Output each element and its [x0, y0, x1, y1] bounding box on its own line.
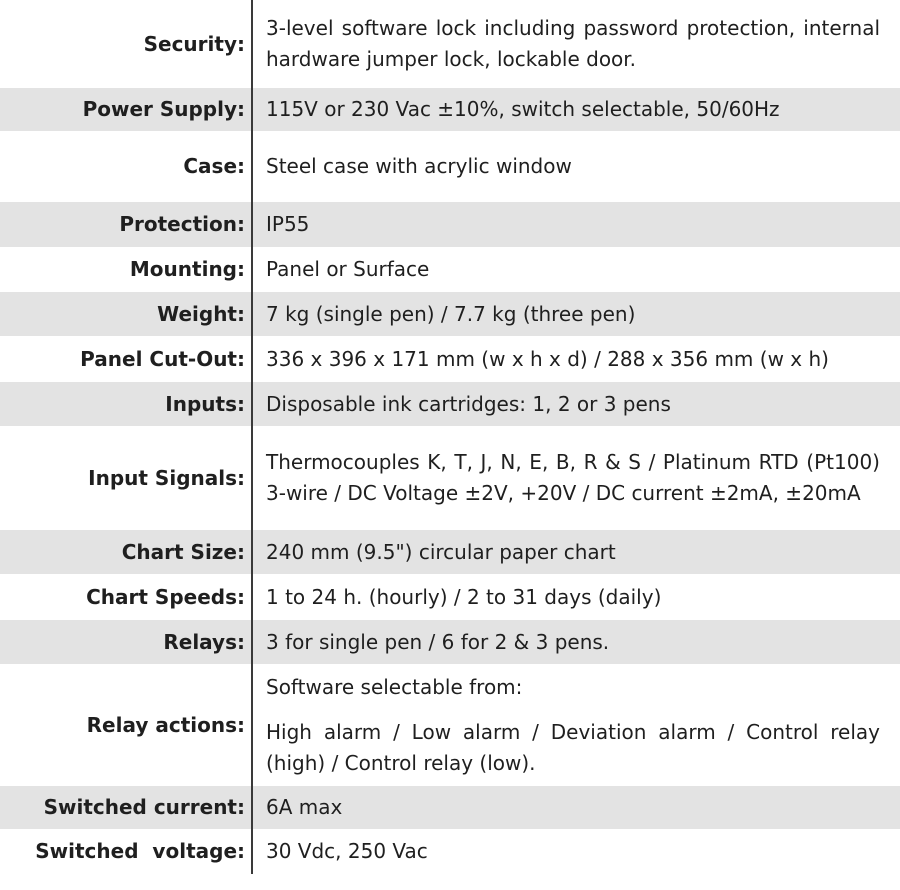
spec-label: Chart Speeds:	[0, 574, 252, 620]
spec-value: 6A max	[252, 786, 900, 829]
spec-value: 336 x 396 x 171 mm (w x h x d) / 288 x 356 mm (w x h)	[266, 346, 829, 371]
spec-value: Panel or Surface	[266, 257, 430, 281]
spec-value: 3 for single pen / 6 for 2 & 3 pens.	[252, 620, 900, 664]
spec-label: Case:	[0, 131, 252, 202]
spec-row-inputs	[0, 382, 900, 426]
spec-value: IP55	[252, 202, 900, 247]
spec-label: Inputs:	[0, 382, 252, 426]
spec-value: Disposable ink cartridges: 1, 2 or 3 pens	[252, 382, 900, 426]
spec-value: Steel case with acrylic window	[266, 154, 572, 178]
spec-label: Input Signals:	[0, 426, 252, 530]
spec-label: Relays:	[0, 620, 252, 664]
spec-row-relay-actions	[0, 664, 900, 786]
spec-row-protection	[0, 202, 900, 247]
spec-row-chart-size	[0, 530, 900, 574]
relay-actions-intro: Software selectable from:	[266, 674, 523, 699]
spec-label: Power Supply:	[0, 88, 252, 131]
spec-row-switched-current	[0, 786, 900, 829]
spec-row-case	[0, 131, 900, 202]
relay-actions-list: High alarm / Low alarm / Deviation alarm / Control relay (high) / Control relay (low).	[266, 719, 880, 775]
spec-label: Security:	[0, 0, 252, 88]
spec-value: 7 kg (single pen) / 7.7 kg (three pen)	[252, 292, 900, 336]
spec-row-panel-cut-out	[0, 336, 900, 382]
spec-label: Switched current:	[0, 786, 252, 829]
spec-label: Weight:	[0, 292, 252, 336]
spec-row-input-signals	[0, 426, 900, 530]
spec-label: Panel Cut-Out:	[0, 336, 252, 382]
spec-value: 3-level software lock including password protection, internal hardware jumper lock, lockable door.	[266, 16, 880, 71]
spec-value: Thermocouples K, T, J, N, E, B, R & S / Platinum RTD (Pt100) 3-wire / DC Voltage ±2V, +20V / DC current ±2mA, ±20mA	[266, 450, 880, 505]
spec-label: Switched voltage:	[0, 829, 252, 874]
spec-value: 30 Vdc, 250 Vac	[266, 839, 428, 863]
spec-row-mounting	[0, 247, 900, 292]
spec-label: Protection:	[0, 202, 252, 247]
spec-row-power-supply	[0, 88, 900, 131]
spec-row-relays	[0, 620, 900, 664]
spec-label: Relay actions:	[0, 664, 252, 786]
spec-label: Mounting:	[0, 247, 252, 292]
spec-value: 115V or 230 Vac ±10%, switch selectable, 50/60Hz	[252, 88, 900, 131]
spec-row-chart-speeds	[0, 574, 900, 620]
spec-value: 240 mm (9.5") circular paper chart	[252, 530, 900, 574]
spec-row-weight	[0, 292, 900, 336]
spec-row-switched-voltage	[0, 829, 900, 874]
spec-value: 1 to 24 h. (hourly) / 2 to 31 days (daily)	[266, 584, 662, 609]
spec-label: Chart Size:	[0, 530, 252, 574]
spec-row-security	[0, 0, 900, 88]
spec-value	[252, 664, 900, 786]
